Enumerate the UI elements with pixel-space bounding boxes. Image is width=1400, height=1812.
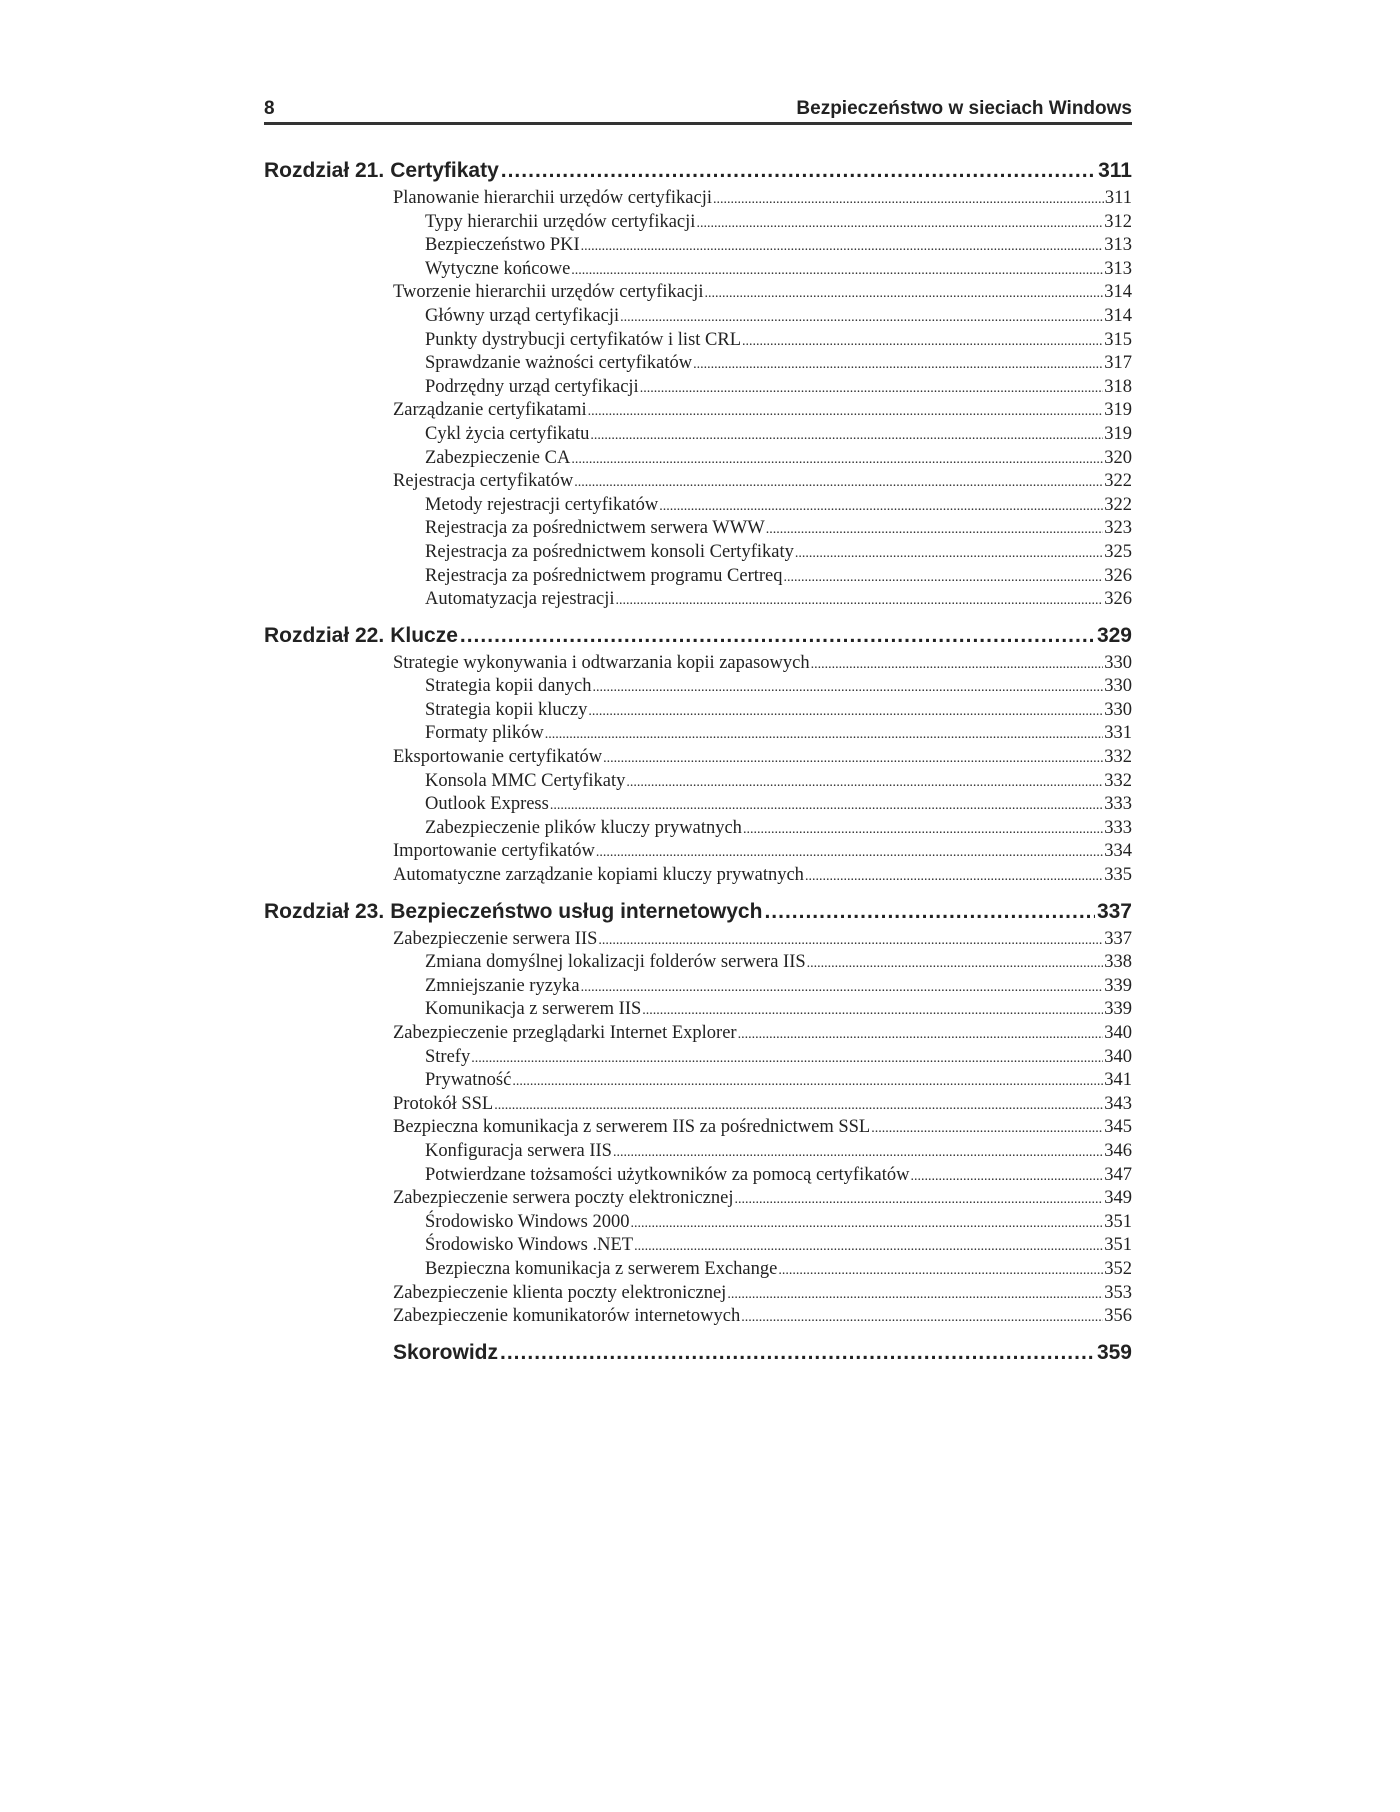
chapter-heading[interactable] — [264, 159, 1132, 187]
entry-title: Komunikacja z serwerem IIS — [425, 999, 642, 1020]
dot-leader — [613, 1140, 1103, 1165]
entry-page: 338 — [1104, 952, 1132, 973]
entry-page: 330 — [1104, 652, 1132, 673]
dot-leader — [588, 699, 1103, 724]
entry-title: Strategia kopii kluczy — [425, 699, 588, 720]
toc-entry[interactable] — [264, 305, 1132, 329]
dot-leader — [659, 494, 1103, 519]
entry-title: Zabezpieczenie komunikatorów internetowych — [393, 1306, 741, 1327]
entry-page: 311 — [1104, 188, 1132, 208]
table-of-contents — [264, 159, 1132, 1369]
entry-page: 314 — [1104, 282, 1132, 303]
running-header — [264, 92, 1132, 125]
toc-entry[interactable] — [264, 234, 1132, 258]
entry-page: 332 — [1104, 747, 1132, 768]
entry-page: 319 — [1104, 400, 1132, 421]
index-heading[interactable] — [264, 1341, 1132, 1369]
dot-leader — [550, 793, 1103, 818]
dot-leader — [640, 376, 1104, 401]
dot-leader — [626, 770, 1103, 795]
entry-page: 323 — [1104, 518, 1132, 539]
entry-title: Importowanie certyfikatów — [393, 841, 595, 862]
dot-leader — [471, 1046, 1103, 1071]
entry-page: 322 — [1104, 494, 1132, 515]
toc-entry[interactable] — [264, 1187, 1132, 1211]
entry-title: Outlook Express — [425, 794, 549, 815]
toc-entry[interactable] — [264, 447, 1132, 471]
entry-title: Rejestracja za pośrednictwem programu Certreq — [425, 565, 783, 586]
chapter-block — [264, 159, 1132, 612]
dot-leader — [764, 900, 1095, 924]
toc-entry[interactable] — [264, 494, 1132, 518]
toc-entry[interactable] — [264, 1022, 1132, 1046]
toc-entry[interactable] — [264, 470, 1132, 494]
entry-page: 315 — [1104, 329, 1132, 350]
chapter-title: Bezpieczeństwo usług internetowych — [390, 899, 763, 923]
toc-entry[interactable] — [264, 1282, 1132, 1306]
entry-title: Główny urząd certyfikacji — [425, 305, 620, 326]
toc-entry[interactable] — [264, 793, 1132, 817]
entry-title: Formaty plików — [425, 723, 544, 744]
entry-title: Tworzenie hierarchii urzędów certyfikacji — [393, 282, 704, 303]
chapter-label: Rozdział 22. — [264, 623, 385, 647]
entry-title: Zabezpieczenie serwera poczty elektronicznej — [393, 1188, 734, 1209]
entry-page: 333 — [1104, 794, 1132, 815]
dot-leader — [634, 1234, 1103, 1259]
entry-title: Zarządzanie certyfikatami — [393, 400, 587, 421]
entry-title: Rejestracja za pośrednictwem serwera WWW — [425, 518, 765, 539]
entry-title: Zabezpieczenie CA — [425, 447, 571, 468]
dot-leader — [696, 211, 1103, 236]
entry-page: 356 — [1104, 1306, 1132, 1327]
entry-page: 318 — [1104, 376, 1132, 397]
dot-leader — [581, 975, 1104, 1000]
toc-entry[interactable] — [264, 840, 1132, 864]
dot-leader — [713, 187, 1104, 212]
chapter-page: 329 — [1096, 623, 1132, 647]
dot-leader — [811, 652, 1104, 677]
toc-entry[interactable] — [264, 746, 1132, 770]
entry-page: 349 — [1104, 1188, 1132, 1209]
dot-leader — [735, 1187, 1104, 1212]
entry-page: 314 — [1104, 305, 1132, 326]
entry-page: 346 — [1104, 1140, 1132, 1161]
toc-entry[interactable] — [264, 1234, 1132, 1258]
dot-leader — [642, 998, 1103, 1023]
dot-leader — [616, 588, 1104, 613]
entry-page: 330 — [1104, 699, 1132, 720]
entry-title: Eksportowanie certyfikatów — [393, 747, 603, 768]
dot-leader — [693, 352, 1103, 377]
dot-leader — [741, 1305, 1103, 1330]
toc-entry[interactable] — [264, 565, 1132, 589]
entry-title: Konfiguracja serwera IIS — [425, 1140, 612, 1161]
entry-page: 317 — [1104, 353, 1132, 374]
entry-title: Zmniejszanie ryzyka — [425, 975, 580, 996]
entry-page: 319 — [1104, 423, 1132, 444]
entry-title: Zabezpieczenie klienta poczty elektronicznej — [393, 1282, 727, 1303]
entry-title: Strategia kopii danych — [425, 676, 592, 697]
dot-leader — [727, 1282, 1103, 1307]
toc-entry[interactable] — [264, 817, 1132, 841]
entry-page: 335 — [1104, 865, 1132, 886]
index-page: 359 — [1096, 1340, 1132, 1364]
toc-entry[interactable] — [264, 1093, 1132, 1117]
entry-title: Bezpieczna komunikacja z serwerem IIS za pośrednictwem SSL — [393, 1117, 871, 1138]
entry-page: 313 — [1104, 258, 1132, 279]
dot-leader — [805, 864, 1103, 889]
chapter-heading[interactable] — [264, 900, 1132, 928]
entry-page: 347 — [1104, 1164, 1132, 1185]
toc-entry[interactable] — [264, 187, 1132, 211]
entry-page: 325 — [1104, 541, 1132, 562]
entry-page: 340 — [1104, 1023, 1132, 1043]
dot-leader — [603, 746, 1103, 771]
entry-title: Strategie wykonywania i odtwarzania kopii zapasowych — [393, 652, 810, 673]
entry-title: Automatyczne zarządzanie kopiami kluczy prywatnych — [393, 865, 804, 886]
entry-title: Środowisko Windows 2000 — [425, 1211, 630, 1232]
toc-entry[interactable] — [264, 1258, 1132, 1282]
chapter-label: Rozdział 23. — [264, 899, 385, 923]
entry-title: Zabezpieczenie serwera IIS — [393, 928, 598, 949]
entry-page: 339 — [1104, 975, 1132, 996]
toc-entry[interactable] — [264, 975, 1132, 999]
toc-entry[interactable] — [264, 864, 1132, 888]
chapter-page: 311 — [1098, 159, 1132, 182]
dot-leader — [910, 1164, 1103, 1189]
chapter-title: Certyfikaty — [390, 159, 499, 182]
dot-leader — [588, 399, 1104, 424]
entry-title: Sprawdzanie ważności certyfikatów — [425, 353, 693, 374]
dot-leader — [738, 1022, 1104, 1047]
dot-leader — [778, 1258, 1103, 1283]
book-page — [264, 92, 1132, 1369]
toc-entry[interactable] — [264, 951, 1132, 975]
dot-leader — [742, 329, 1103, 354]
toc-entry[interactable] — [264, 722, 1132, 746]
dot-leader — [571, 447, 1103, 472]
entry-title: Prywatność — [425, 1070, 512, 1091]
dot-leader — [545, 722, 1104, 747]
entry-page: 322 — [1104, 471, 1132, 492]
dot-leader — [574, 470, 1103, 495]
entry-page: 339 — [1104, 999, 1132, 1020]
dot-leader — [590, 423, 1103, 448]
entry-title: Protokół SSL — [393, 1093, 494, 1114]
toc-entry[interactable] — [264, 770, 1132, 794]
dot-leader — [598, 928, 1103, 953]
entry-page: 341 — [1104, 1070, 1132, 1091]
entry-title: Typy hierarchii urzędów certyfikacji — [425, 211, 696, 232]
entry-title: Punkty dystrybucji certyfikatów i list CRL — [425, 329, 742, 350]
toc-entry[interactable] — [264, 211, 1132, 235]
index-title: Skorowidz — [393, 1340, 499, 1364]
dot-leader — [807, 951, 1104, 976]
toc-entry[interactable] — [264, 998, 1132, 1022]
toc-entry[interactable] — [264, 352, 1132, 376]
entry-page: 312 — [1104, 211, 1132, 232]
dot-leader — [460, 624, 1095, 648]
entry-title: Konsola MMC Certyfikaty — [425, 770, 626, 791]
toc-entry[interactable] — [264, 1046, 1132, 1070]
toc-entry[interactable] — [264, 1140, 1132, 1164]
entry-page: 337 — [1104, 928, 1132, 949]
toc-entry[interactable] — [264, 281, 1132, 305]
entry-page: 320 — [1104, 447, 1132, 468]
entry-page: 332 — [1104, 770, 1132, 791]
entry-title: Bezpieczna komunikacja z serwerem Exchange — [425, 1258, 778, 1279]
chapter-block — [264, 900, 1132, 1329]
dot-leader — [784, 565, 1104, 590]
toc-entry[interactable] — [264, 399, 1132, 423]
entry-title: Rejestracja certyfikatów — [393, 471, 574, 492]
entry-title: Cykl życia certyfikatu — [425, 423, 590, 444]
toc-entry[interactable] — [264, 258, 1132, 282]
entry-page: 326 — [1104, 565, 1132, 586]
entry-page: 333 — [1104, 817, 1132, 838]
toc-entry[interactable] — [264, 376, 1132, 400]
entry-page: 340 — [1104, 1046, 1132, 1067]
toc-entry[interactable] — [264, 1069, 1132, 1093]
toc-entry[interactable] — [264, 1116, 1132, 1140]
entry-title: Zmiana domyślnej lokalizacji folderów serwera IIS — [425, 952, 806, 973]
entry-page: 345 — [1104, 1117, 1132, 1138]
chapter-block — [264, 624, 1132, 888]
dot-leader — [500, 1341, 1095, 1365]
entry-title: Zabezpieczenie przeglądarki Internet Explorer — [393, 1023, 737, 1043]
entry-title: Zabezpieczenie plików kluczy prywatnych — [425, 817, 742, 838]
entry-title: Środowisko Windows .NET — [425, 1235, 634, 1256]
entry-title: Automatyzacja rejestracji — [425, 589, 615, 610]
entry-page: 353 — [1104, 1282, 1132, 1303]
toc-entry[interactable] — [264, 1164, 1132, 1188]
dot-leader — [704, 281, 1103, 306]
toc-entry[interactable] — [264, 1211, 1132, 1235]
entry-page: 343 — [1104, 1093, 1132, 1114]
toc-entry[interactable] — [264, 588, 1132, 612]
toc-entry[interactable] — [264, 423, 1132, 447]
entry-title: Podrzędny urząd certyfikacji — [425, 376, 639, 397]
entry-title: Strefy — [425, 1046, 471, 1067]
entry-page: 351 — [1104, 1235, 1132, 1256]
entry-title: Potwierdzane tożsamości użytkowników za pomocą certyfikatów — [425, 1164, 910, 1185]
entry-title: Rejestracja za pośrednictwem konsoli Certyfikaty — [425, 541, 794, 562]
entry-title: Planowanie hierarchii urzędów certyfikacji — [393, 188, 712, 208]
toc-entry[interactable] — [264, 329, 1132, 353]
toc-entry[interactable] — [264, 699, 1132, 723]
book-title: Bezpieczeństwo w sieciach Windows — [796, 98, 1132, 119]
dot-leader — [743, 817, 1103, 842]
toc-entry[interactable] — [264, 517, 1132, 541]
toc-entry[interactable] — [264, 541, 1132, 565]
entry-page: 352 — [1104, 1258, 1132, 1279]
toc-entry[interactable] — [264, 928, 1132, 952]
dot-leader — [620, 305, 1103, 330]
dot-leader — [592, 675, 1103, 700]
toc-entry[interactable] — [264, 675, 1132, 699]
dot-leader — [581, 234, 1104, 259]
entry-page: 331 — [1104, 723, 1132, 744]
chapter-page: 337 — [1096, 899, 1132, 923]
chapter-heading[interactable] — [264, 624, 1132, 652]
dot-leader — [596, 840, 1103, 865]
dot-leader — [871, 1116, 1103, 1141]
entry-page: 334 — [1104, 841, 1132, 862]
entry-title: Wytyczne końcowe — [425, 258, 571, 279]
dot-leader — [631, 1211, 1104, 1236]
dot-leader — [501, 159, 1096, 183]
toc-entry[interactable] — [264, 652, 1132, 676]
toc-entry[interactable] — [264, 1305, 1132, 1329]
entry-page: 326 — [1104, 589, 1132, 610]
chapter-title: Klucze — [390, 623, 458, 647]
entry-title: Bezpieczeństwo PKI — [425, 235, 580, 256]
entry-page: 313 — [1104, 235, 1132, 256]
page-number: 8 — [264, 98, 275, 119]
entry-page: 330 — [1104, 676, 1132, 697]
dot-leader — [795, 541, 1103, 566]
dot-leader — [494, 1093, 1103, 1118]
dot-leader — [512, 1069, 1103, 1094]
entry-title: Metody rejestracji certyfikatów — [425, 494, 659, 515]
chapter-label: Rozdział 21. — [264, 159, 385, 182]
entry-page: 351 — [1104, 1211, 1132, 1232]
dot-leader — [571, 258, 1103, 283]
dot-leader — [766, 517, 1104, 542]
